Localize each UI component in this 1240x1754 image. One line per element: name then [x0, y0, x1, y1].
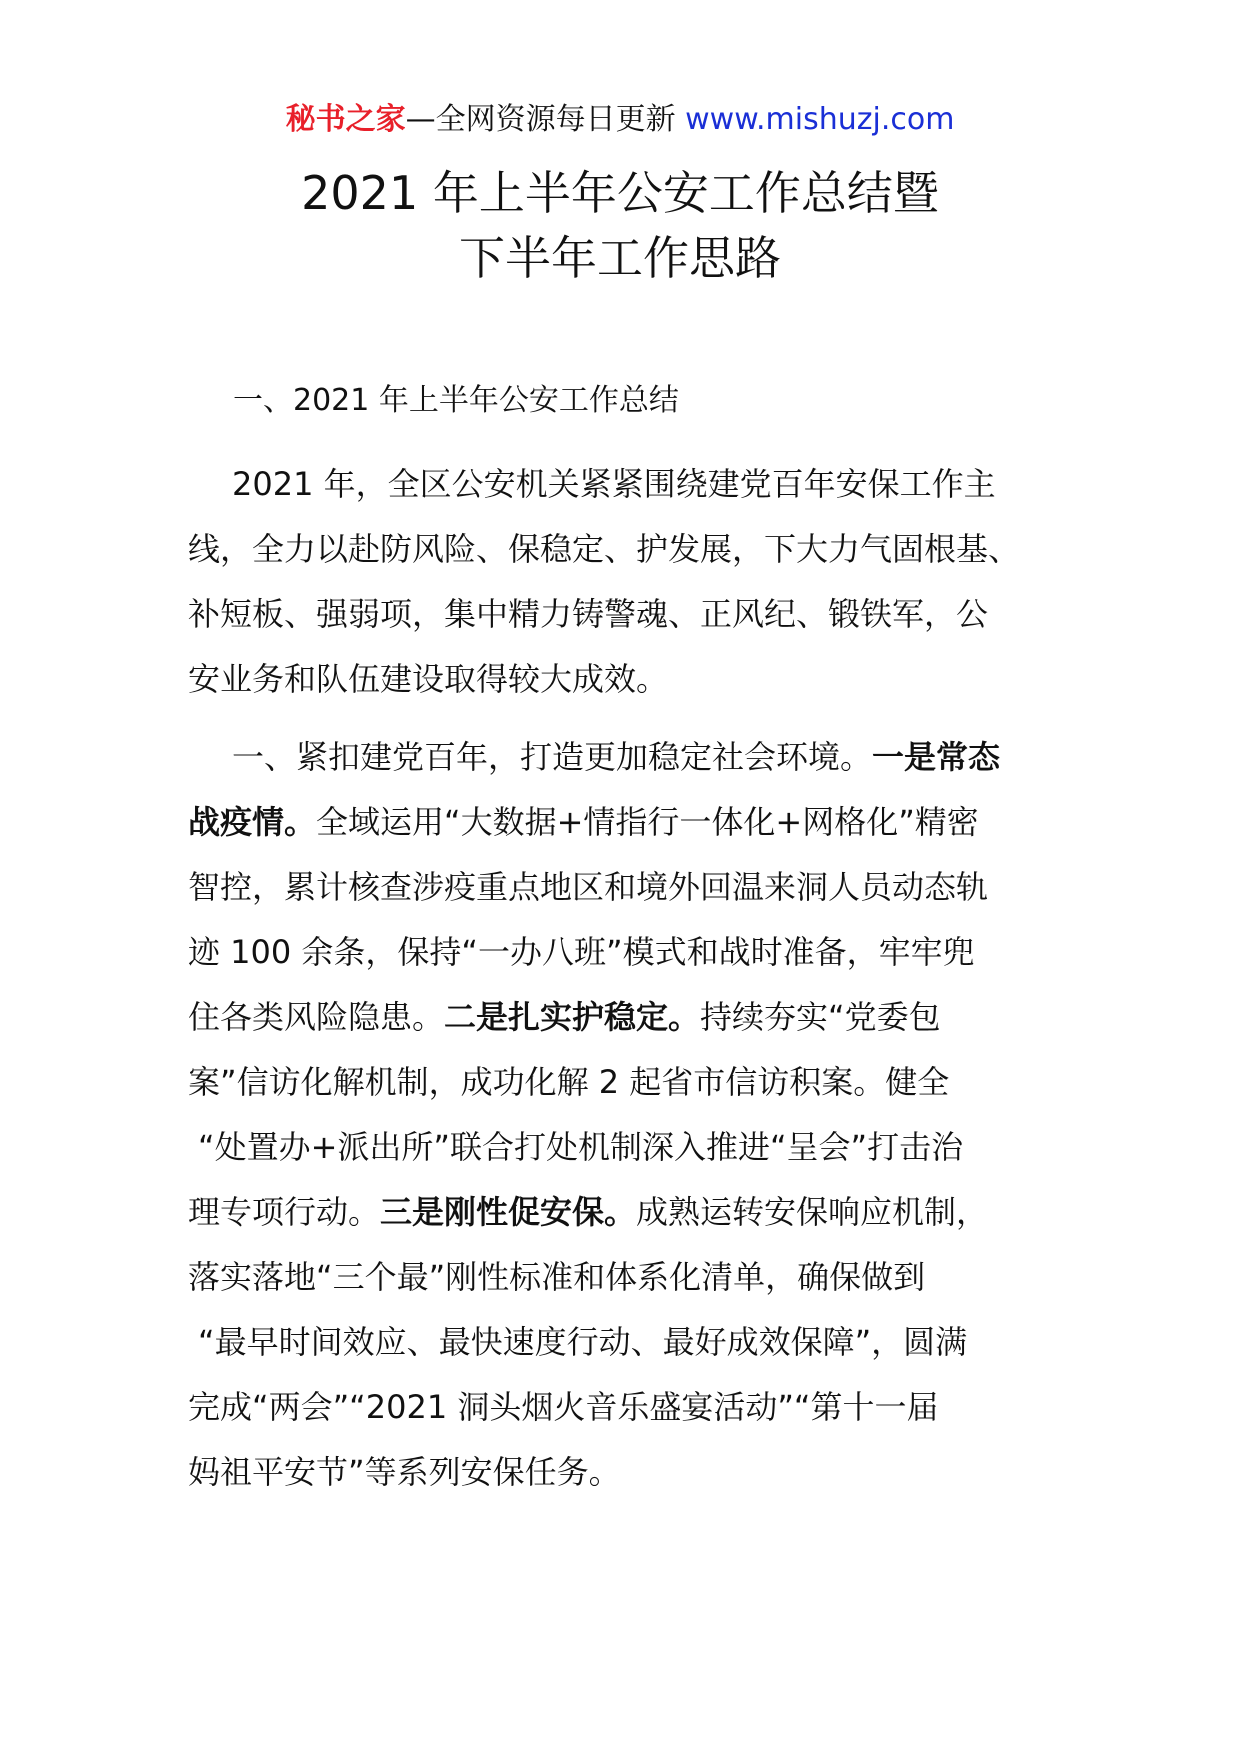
- paragraph-line: “最早时间效应、最快速度行动、最好成效保障”，圆满: [198, 1323, 968, 1361]
- paragraph-stability: [188, 725, 1058, 1505]
- paragraph-line: 安业务和队伍建设取得较大成效。: [188, 660, 669, 698]
- paragraph-line: 智控，累计核查涉疫重点地区和境外回温来洞人员动态轨: [188, 868, 989, 906]
- paragraph-line: 案”信访化解机制，成功化解 2 起省市信访积案。健全: [188, 1063, 950, 1101]
- paragraph-line: [188, 985, 1058, 1050]
- paragraph-line: 落实落地“三个最”刚性标准和体系化清单，确保做到: [188, 1258, 926, 1296]
- bold-keyword: 战疫情。: [188, 803, 317, 841]
- section-heading: 一、2021 年上半年公安工作总结: [233, 383, 679, 418]
- paragraph-line: 完成“两会”“2021 洞头烟火音乐盛宴活动”“第十一届: [188, 1388, 939, 1426]
- paragraph-summary: [188, 452, 1058, 712]
- paragraph-text: 全域运用“大数据+情指行一体化+网格化”精密: [316, 803, 979, 841]
- paragraph-text: 成熟运转安保响应机制，: [636, 1193, 989, 1231]
- paragraph-line: 妈祖平安节”等系列安保任务。: [188, 1453, 621, 1491]
- paragraph-line: 补短板、强弱项，集中精力铸警魂、正风纪、锻铁军，公: [188, 595, 989, 633]
- site-header: [0, 100, 1240, 140]
- site-url-link[interactable]: www.mishuzj.com: [685, 102, 955, 137]
- paragraph-line: “处置办+派出所”联合打处机制深入推进“呈会”打击治: [198, 1128, 964, 1166]
- document-title-line-2: 下半年工作思路: [459, 231, 781, 285]
- paragraph-text: 持续夯实“党委包: [700, 998, 941, 1036]
- paragraph-text: 住各类风险隐患。: [188, 998, 445, 1036]
- paragraph-text: 理专项行动。: [188, 1193, 381, 1231]
- bold-keyword: 一是常态: [872, 738, 1001, 776]
- brand-name: 秘书之家: [285, 102, 406, 137]
- bold-keyword: 二是扎实护稳定。: [444, 998, 701, 1036]
- document-title-line-1: 2021 年上半年公安工作总结暨: [301, 166, 939, 220]
- paragraph-line: 2021 年，全区公安机关紧紧围绕建党百年安保工作主: [232, 465, 996, 503]
- paragraph-line: 线，全力以赴防风险、保稳定、护发展，下大力气固根基、: [188, 530, 1021, 568]
- paragraph-line: [188, 790, 1058, 855]
- paragraph-line: [188, 1180, 1058, 1245]
- point-heading: 一、紧扣建党百年，打造更加稳定社会环境。: [232, 738, 873, 776]
- header-tagline: —全网资源每日更新: [405, 102, 686, 137]
- paragraph-line: [188, 725, 1058, 790]
- bold-keyword: 三是刚性促安保。: [380, 1193, 637, 1231]
- paragraph-line: 迹 100 余条，保持“一办八班”模式和战时准备，牢牢兜: [188, 933, 975, 971]
